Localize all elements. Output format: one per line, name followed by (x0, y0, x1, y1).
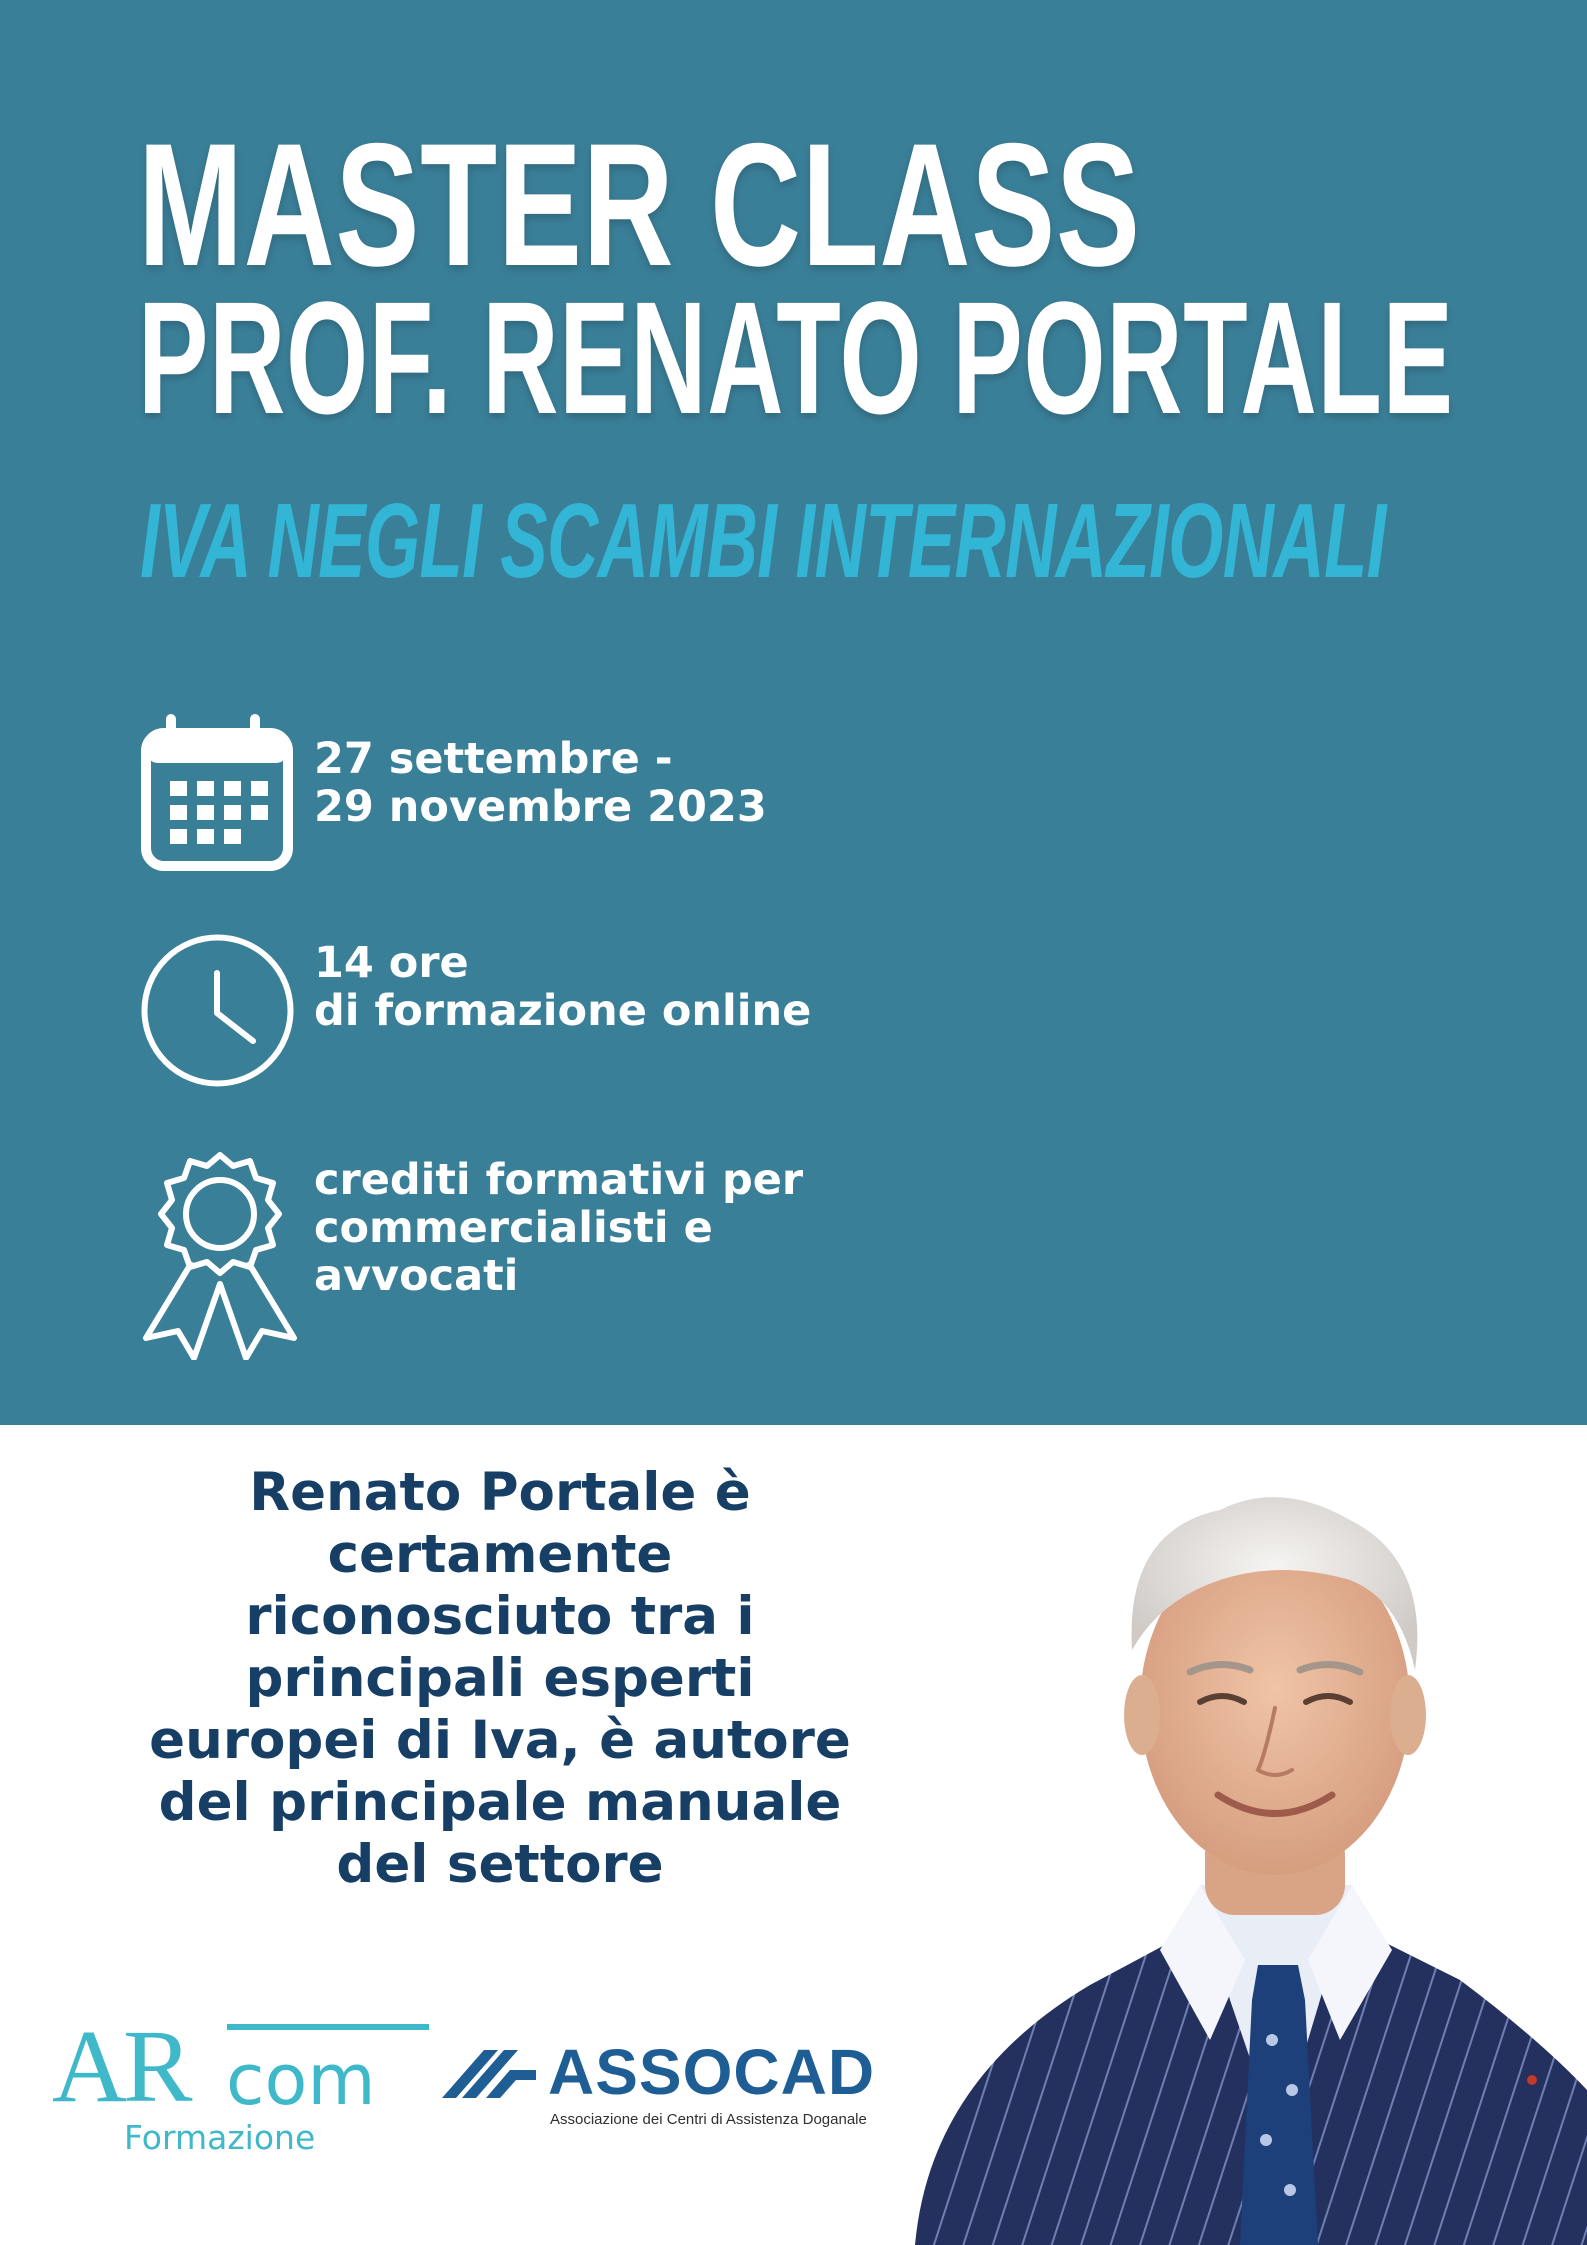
date-range-text: 27 settembre - 29 novembre 2023 (314, 734, 767, 832)
arcom-logo (52, 2009, 397, 2165)
arcom-logo-com: com (226, 2039, 376, 2121)
title-line-2: PROF. RENATO PORTALE (138, 268, 1454, 447)
arcom-logo-ar: AR (52, 2009, 189, 2124)
assocad-tagline: Associazione dei Centri di Assistenza Doganale (550, 2111, 867, 2128)
assocad-name: ASSOCAD (548, 2036, 876, 2108)
title-line-1: MASTER CLASS (138, 108, 1141, 303)
assocad-logo (440, 2036, 900, 2130)
arcom-logo-subtitle: Formazione (124, 2118, 316, 2157)
award-ribbon-icon (140, 1148, 300, 1360)
clock-icon (140, 933, 295, 1088)
speaker-bio: Renato Portale è certamente riconosciuto tra i principali esperti europei di Iva, è autore del principale manuale del settore (149, 1462, 851, 1895)
calendar-icon (140, 708, 295, 873)
assocad-mark-icon (440, 2040, 540, 2102)
arcom-logo-line (227, 2024, 429, 2030)
credits-text: crediti formativi per commercialisti e avvocati (314, 1155, 804, 1301)
speaker-portrait (900, 1440, 1587, 2245)
duration-text: 14 ore di formazione online (314, 938, 812, 1036)
course-subtitle: IVA NEGLI SCAMBI INTERNAZIONALI (140, 482, 1386, 600)
